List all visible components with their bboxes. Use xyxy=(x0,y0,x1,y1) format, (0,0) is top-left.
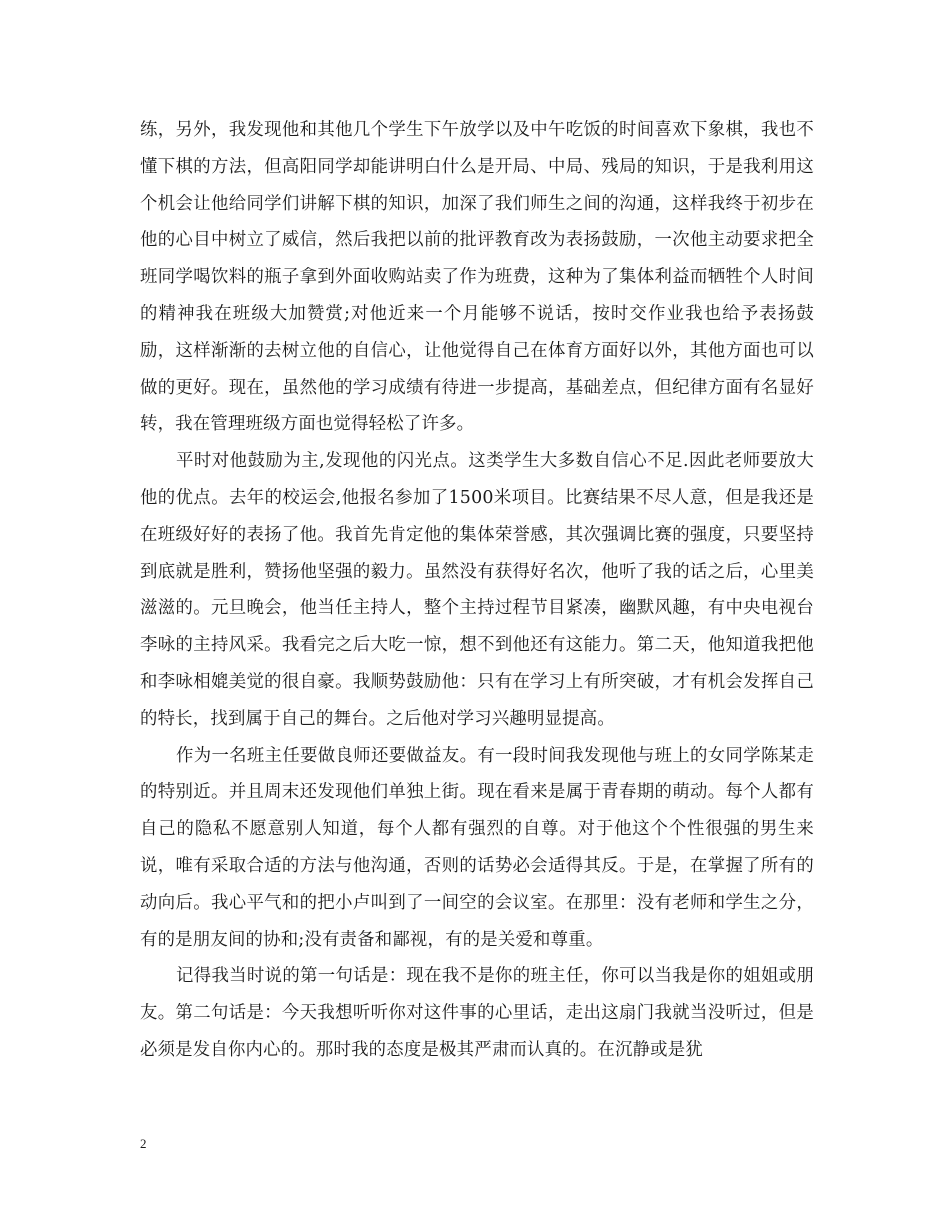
page-number: 2 xyxy=(140,1136,147,1151)
paragraph-2: 平时对他鼓励为主,发现他的闪光点。这类学生大多数自信心不足.因此老师要放大他的优点。去年的校运会,他报名参加了1500米项目。比赛结果不尽人意，但是我还是在班级好好的表扬了他。我首先肯定他的集体荣誉感，其次强调比赛的强度，只要坚持到底就是胜利，赞扬他坚强的毅力。虽然没有获得好名次，他听了我的话之后，心里美滋滋的。元旦晚会，他当任主持人，整个主持过程节目紧凑，幽默风趣，有中央电视台李咏的主持风采。我看完之后大吃一惊，想不到他还有这能力。第二天，他知道我把他和李咏相媲美觉的很自豪。我顺势鼓励他：只有在学习上有所突破，才有机会发挥自己的特长，找到属于自己的舞台。之后他对学习兴趣明显提高。 xyxy=(140,451,814,729)
document-body xyxy=(140,112,814,1069)
paragraph-1: 练，另外，我发现他和其他几个学生下午放学以及中午吃饭的时间喜欢下象棋，我也不懂下棋的方法，但高阳同学却能讲明白什么是开局、中局、残局的知识，于是我利用这个机会让他给同学们讲解下棋的知识，加深了我们师生之间的沟通，这样我终于初步在他的心目中树立了威信，然后我把以前的批评教育改为表扬鼓励，一次他主动要求把全班同学喝饮料的瓶子拿到外面收购站卖了作为班费，这种为了集体利益而牺牲个人时间的精神我在班级大加赞赏;对他近来一个月能够不说话，按时交作业我也给予表扬鼓励，这样渐渐的去树立他的自信心，让他觉得自己在体育方面好以外，其他方面也可以做的更好。现在，虽然他的学习成绩有待进一步提高，基础差点，但纪律方面有名显好转，我在管理班级方面也觉得轻松了许多。 xyxy=(140,120,814,435)
paragraph-4: 记得我当时说的第一句话是：现在我不是你的班主任，你可以当我是你的姐姐或朋友。第二句话是：今天我想听听你对这件事的心里话，走出这扇门我就当没听过，但是必须是发自你内心的。那时我的态度是极其严肃而认真的。在沉静或是犹 xyxy=(140,966,814,1060)
paragraph-3: 作为一名班主任要做良师还要做益友。有一段时间我发现他与班上的女同学陈某走的特别近。并且周末还发现他们单独上街。现在看来是属于青春期的萌动。每个人都有自己的隐私不愿意别人知道，每个人都有强烈的自尊。对于他这个个性很强的男生来说，唯有采取合适的方法与他沟通，否则的话势必会适得其反。于是，在掌握了所有的动向后。我心平气和的把小卢叫到了一间空的会议室。在那里：没有老师和学生之分，有的是朋友间的协和;没有责备和鄙视，有的是关爱和尊重。 xyxy=(140,745,814,950)
